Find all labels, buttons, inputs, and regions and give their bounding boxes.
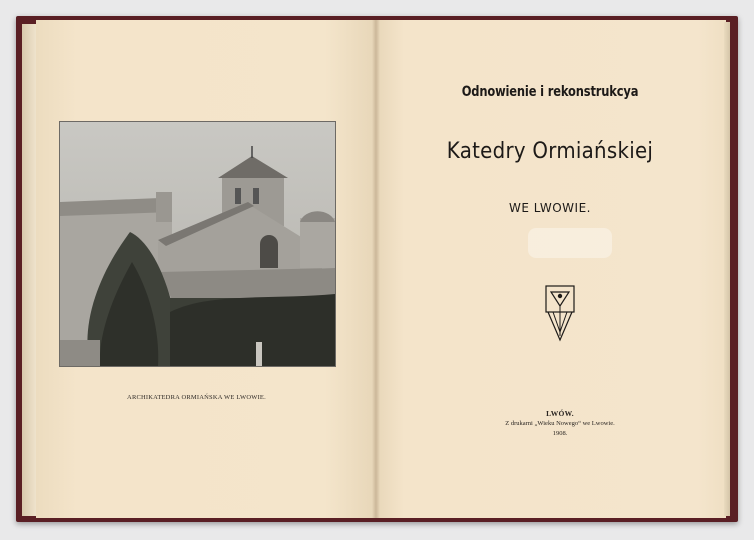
- paper-stain: [528, 228, 612, 258]
- title-line-3: WE LWOWIE.: [509, 201, 591, 215]
- title-line-2: Katedry Ormiańskiej: [446, 139, 654, 164]
- imprint-city: LWÓW.: [546, 409, 574, 418]
- page-edges-left: [22, 24, 36, 516]
- cathedral-photograph: [59, 121, 336, 367]
- page-edges-right: [724, 22, 730, 516]
- photo-caption: ARCHIKATEDRA ORMIAŃSKA WE LWOWIE.: [127, 394, 266, 401]
- imprint-block: [440, 409, 680, 437]
- title-line-1: Odnowienie i rekonstrukcya: [461, 84, 639, 100]
- imprint-year: 1908.: [552, 430, 568, 437]
- printer-mark-icon: [545, 284, 575, 342]
- book-gutter: [372, 20, 380, 518]
- imprint-printer: Z drukarni „Wieku Nowego“ we Lwowie.: [505, 420, 615, 427]
